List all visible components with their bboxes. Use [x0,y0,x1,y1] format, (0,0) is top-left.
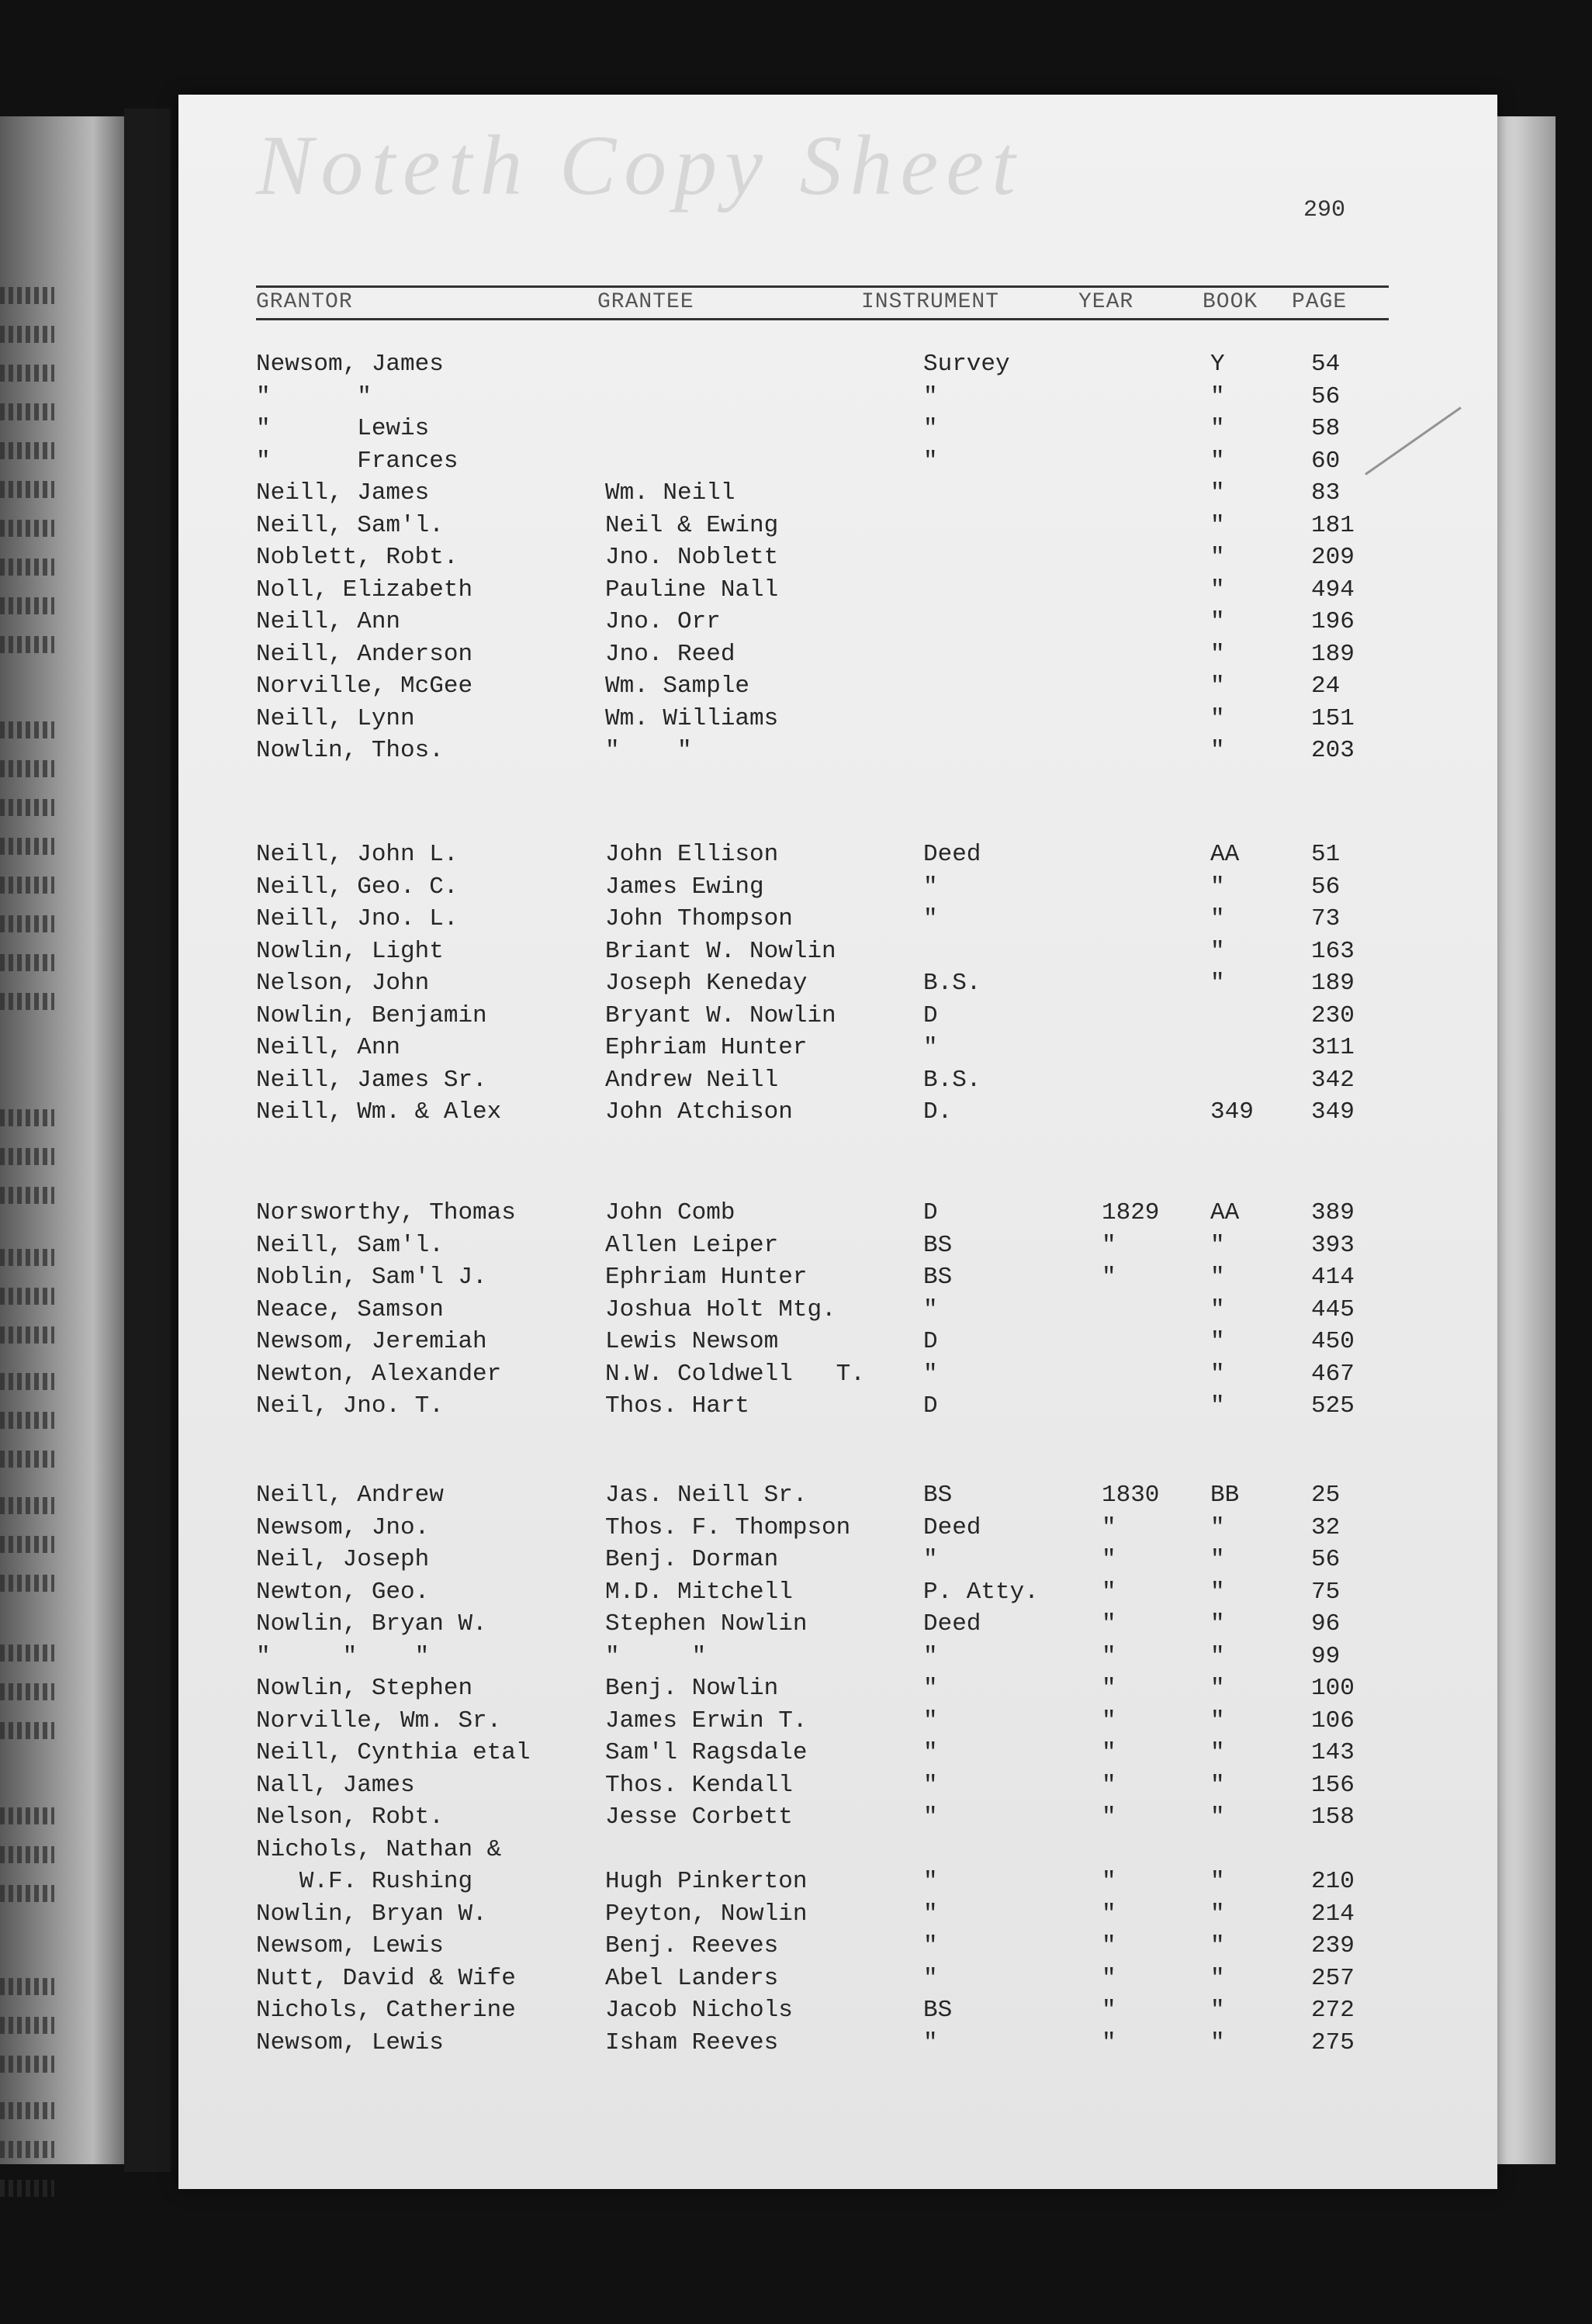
row-44-year: " [1102,1964,1116,1992]
row-43-year: " [1102,1932,1116,1959]
row-2-book: " [1210,415,1225,442]
row-20-grantee: Andrew Neill [605,1066,779,1094]
row-45-grantor: Nichols, Catherine [256,1997,516,2024]
row-21-grantee: John Atchison [605,1098,793,1126]
row-22-grantor: Norsworthy, Thomas [256,1199,516,1226]
row-21-book: 349 [1210,1098,1254,1126]
row-33-instrument: Deed [923,1610,981,1638]
row-42-year: " [1102,1900,1116,1928]
row-36-grantee: James Erwin T. [605,1707,808,1734]
row-20-grantor: Neill, James Sr. [256,1066,487,1094]
row-26-book: " [1210,1328,1225,1355]
row-30-grantor: Newsom, Jno. [256,1513,430,1541]
row-33-grantee: Stephen Nowlin [605,1610,808,1638]
adjacent-page-text-fragment [0,915,54,932]
row-27-page: 467 [1311,1360,1355,1388]
row-22-book: AA [1210,1199,1240,1226]
row-42-book: " [1210,1900,1225,1928]
row-5-grantee: Neil & Ewing [605,511,779,539]
row-39-grantee: Jesse Corbett [605,1804,793,1831]
row-45-book: " [1210,1997,1225,2024]
row-34-year: " [1102,1642,1116,1670]
row-37-instrument: " [923,1739,938,1766]
adjacent-page-text-fragment [0,1536,54,1553]
row-35-book: " [1210,1675,1225,1702]
row-46-grantor: Newsom, Lewis [256,2028,444,2056]
adjacent-page-text-fragment [0,520,54,537]
header-rule-top [256,285,1389,288]
row-4-page: 83 [1311,479,1341,507]
row-22-instrument: D [923,1199,938,1226]
row-31-page: 56 [1311,1546,1341,1573]
row-12-book: " [1210,737,1225,764]
row-31-grantee: Benj. Dorman [605,1546,779,1573]
row-43-grantee: Benj. Reeves [605,1932,779,1959]
row-2-page: 58 [1311,415,1341,442]
adjacent-page-text-fragment [0,2056,54,2073]
row-24-year: " [1102,1264,1116,1291]
row-1-page: 56 [1311,382,1341,410]
row-6-grantor: Noblett, Robt. [256,544,459,571]
adjacent-page-text-fragment [0,365,54,382]
adjacent-page-text-fragment [0,877,54,894]
row-22-page: 389 [1311,1199,1355,1226]
row-3-instrument: " [923,447,938,475]
row-23-year: " [1102,1231,1116,1259]
row-40-grantor: Nichols, Nathan & [256,1835,502,1863]
row-32-page: 75 [1311,1578,1341,1606]
adjacent-page-text-fragment [0,287,54,304]
row-12-grantor: Nowlin, Thos. [256,737,444,764]
row-24-page: 414 [1311,1264,1355,1291]
row-43-instrument: " [923,1932,938,1959]
row-44-book: " [1210,1964,1225,1992]
row-37-book: " [1210,1739,1225,1766]
row-0-grantor: Newsom, James [256,351,444,378]
row-3-grantor: " Frances [256,447,459,475]
adjacent-page-text-fragment [0,1326,54,1344]
row-24-grantee: Ephriam Hunter [605,1264,808,1291]
adjacent-page-text-fragment [0,1978,54,1995]
row-4-book: " [1210,479,1225,507]
row-6-page: 209 [1311,544,1355,571]
row-26-page: 450 [1311,1328,1355,1355]
row-41-page: 210 [1311,1868,1355,1895]
row-26-grantee: Lewis Newsom [605,1328,779,1355]
row-6-grantee: Jno. Noblett [605,544,779,571]
row-23-book: " [1210,1231,1225,1259]
row-39-book: " [1210,1804,1225,1831]
row-16-book: " [1210,937,1225,965]
adjacent-page-text-fragment [0,1807,54,1824]
row-29-grantee: Jas. Neill Sr. [605,1482,808,1509]
header-instrument: INSTRUMENT [861,290,1000,314]
row-2-instrument: " [923,415,938,442]
row-41-grantor: W.F. Rushing [256,1868,473,1895]
row-28-book: " [1210,1392,1225,1420]
row-30-page: 32 [1311,1513,1341,1541]
adjacent-page-text-fragment [0,1644,54,1662]
row-36-instrument: " [923,1707,938,1734]
row-41-year: " [1102,1868,1116,1895]
row-11-grantor: Neill, Lynn [256,704,415,732]
row-39-page: 158 [1311,1804,1355,1831]
row-7-grantee: Pauline Nall [605,576,779,603]
adjacent-page-text-fragment [0,597,54,614]
row-25-grantor: Neace, Samson [256,1295,444,1323]
row-25-book: " [1210,1295,1225,1323]
row-18-grantor: Nowlin, Benjamin [256,1001,487,1029]
row-19-grantee: Ephriam Hunter [605,1034,808,1061]
row-43-grantor: Newsom, Lewis [256,1932,444,1959]
row-38-year: " [1102,1771,1116,1799]
row-12-page: 203 [1311,737,1355,764]
row-16-grantee: Briant W. Nowlin [605,937,836,965]
row-16-grantor: Nowlin, Light [256,937,444,965]
adjacent-page-text-fragment [0,1575,54,1592]
row-23-instrument: BS [923,1231,953,1259]
row-36-page: 106 [1311,1707,1355,1734]
row-45-grantee: Jacob Nichols [605,1997,793,2024]
row-35-instrument: " [923,1675,938,1702]
row-42-page: 214 [1311,1900,1355,1928]
row-32-grantor: Newton, Geo. [256,1578,430,1606]
row-17-instrument: B.S. [923,970,981,997]
row-42-instrument: " [923,1900,938,1928]
row-37-year: " [1102,1739,1116,1766]
adjacent-page-text-fragment [0,1148,54,1165]
row-39-year: " [1102,1804,1116,1831]
row-44-grantee: Abel Landers [605,1964,779,1992]
adjacent-page-text-fragment [0,403,54,420]
row-33-page: 96 [1311,1610,1341,1638]
adjacent-page [0,116,124,2164]
adjacent-page-text-fragment [0,760,54,777]
row-46-year: " [1102,2028,1116,2056]
row-36-year: " [1102,1707,1116,1734]
header-page: PAGE [1292,290,1348,314]
adjacent-page-text-fragment [0,838,54,855]
row-41-book: " [1210,1868,1225,1895]
row-17-grantor: Nelson, John [256,970,430,997]
row-27-grantee: N.W. Coldwell T. [605,1360,865,1388]
row-18-page: 230 [1311,1001,1355,1029]
adjacent-page-text-fragment [0,481,54,498]
adjacent-page-text-fragment [0,1683,54,1700]
row-31-book: " [1210,1546,1225,1573]
adjacent-page-text-fragment [0,1249,54,1266]
adjacent-page-text-fragment [0,1722,54,1739]
row-13-book: AA [1210,841,1240,868]
row-39-instrument: " [923,1804,938,1831]
row-10-page: 24 [1311,673,1341,700]
row-14-instrument: " [923,873,938,901]
row-32-grantee: M.D. Mitchell [605,1578,793,1606]
row-17-grantee: Joseph Keneday [605,970,808,997]
row-0-page: 54 [1311,351,1341,378]
row-37-grantor: Neill, Cynthia etal [256,1739,531,1766]
row-26-instrument: D [923,1328,938,1355]
row-35-grantor: Nowlin, Stephen [256,1675,473,1702]
row-34-grantor: " " " [256,1642,430,1670]
row-5-grantor: Neill, Sam'l. [256,511,444,539]
adjacent-page-text-fragment [0,954,54,971]
row-20-page: 342 [1311,1066,1355,1094]
adjacent-page-text-fragment [0,1885,54,1902]
row-37-page: 143 [1311,1739,1355,1766]
row-17-book: " [1210,970,1225,997]
row-3-page: 60 [1311,447,1341,475]
row-31-instrument: " [923,1546,938,1573]
row-45-year: " [1102,1997,1116,2024]
adjacent-page-text-fragment [0,721,54,738]
row-14-grantee: James Ewing [605,873,764,901]
row-39-grantor: Nelson, Robt. [256,1804,444,1831]
row-21-instrument: D. [923,1098,953,1126]
header-grantee: GRANTEE [597,290,694,314]
row-28-grantee: Thos. Hart [605,1392,750,1420]
adjacent-page-text-fragment [0,442,54,459]
row-30-instrument: Deed [923,1513,981,1541]
row-43-page: 239 [1311,1932,1355,1959]
row-41-grantee: Hugh Pinkerton [605,1868,808,1895]
row-10-grantee: Wm. Sample [605,673,750,700]
row-4-grantee: Wm. Neill [605,479,735,507]
row-38-grantee: Thos. Kendall [605,1771,793,1799]
row-10-grantor: Norville, McGee [256,673,473,700]
row-35-grantee: Benj. Nowlin [605,1675,779,1702]
adjacent-page-text-fragment [0,1109,54,1126]
row-28-instrument: D [923,1392,938,1420]
row-19-grantor: Neill, Ann [256,1034,401,1061]
row-0-book: Y [1210,351,1225,378]
row-14-book: " [1210,873,1225,901]
row-8-book: " [1210,608,1225,635]
page-number: 290 [1303,197,1346,223]
row-23-grantee: Allen Leiper [605,1231,779,1259]
adjacent-page-text-fragment [0,1497,54,1514]
row-46-page: 275 [1311,2028,1355,2056]
row-6-book: " [1210,544,1225,571]
row-27-grantor: Newton, Alexander [256,1360,502,1388]
row-34-book: " [1210,1642,1225,1670]
row-33-book: " [1210,1610,1225,1638]
row-3-book: " [1210,447,1225,475]
row-29-grantor: Neill, Andrew [256,1482,444,1509]
row-1-grantor: " " [256,382,372,410]
adjacent-page-text-fragment [0,1288,54,1305]
row-15-book: " [1210,905,1225,932]
row-9-grantee: Jno. Reed [605,640,735,668]
row-25-instrument: " [923,1295,938,1323]
header-book: BOOK [1203,290,1258,314]
row-11-page: 151 [1311,704,1355,732]
row-24-grantor: Noblin, Sam'l J. [256,1264,487,1291]
row-16-page: 163 [1311,937,1355,965]
row-18-grantee: Bryant W. Nowlin [605,1001,836,1029]
row-29-book: BB [1210,1482,1240,1509]
adjacent-page-text-fragment [0,993,54,1010]
row-8-grantor: Neill, Ann [256,608,401,635]
header-year: YEAR [1078,290,1134,314]
row-46-instrument: " [923,2028,938,2056]
row-11-grantee: Wm. Williams [605,704,779,732]
row-25-page: 445 [1311,1295,1355,1323]
row-22-grantee: John Comb [605,1199,735,1226]
row-30-grantee: Thos. F. Thompson [605,1513,851,1541]
row-35-page: 100 [1311,1675,1355,1702]
row-5-book: " [1210,511,1225,539]
row-9-book: " [1210,640,1225,668]
row-38-page: 156 [1311,1771,1355,1799]
row-31-grantor: Neil, Joseph [256,1546,430,1573]
adjacent-page-text-fragment [0,2180,54,2197]
row-9-page: 189 [1311,640,1355,668]
row-7-page: 494 [1311,576,1355,603]
row-45-page: 272 [1311,1997,1355,2024]
row-36-grantor: Norville, Wm. Sr. [256,1707,502,1734]
row-10-book: " [1210,673,1225,700]
row-29-year: 1830 [1102,1482,1160,1509]
row-29-instrument: BS [923,1482,953,1509]
row-18-instrument: D [923,1001,938,1029]
row-43-book: " [1210,1932,1225,1959]
row-13-grantor: Neill, John L. [256,841,459,868]
row-15-grantee: John Thompson [605,905,793,932]
row-15-page: 73 [1311,905,1341,932]
row-42-grantee: Peyton, Nowlin [605,1900,808,1928]
adjacent-page-text-fragment [0,1412,54,1429]
row-30-book: " [1210,1513,1225,1541]
row-17-page: 189 [1311,970,1355,997]
adjacent-page-text-fragment [0,1451,54,1468]
adjacent-page-text-fragment [0,1187,54,1204]
row-19-page: 311 [1311,1034,1355,1061]
row-30-year: " [1102,1513,1116,1541]
row-13-grantee: John Ellison [605,841,779,868]
adjacent-page-text-fragment [0,636,54,653]
row-36-book: " [1210,1707,1225,1734]
row-46-grantee: Isham Reeves [605,2028,779,2056]
adjacent-page-text-fragment [0,1373,54,1390]
row-9-grantor: Neill, Anderson [256,640,473,668]
row-23-page: 393 [1311,1231,1355,1259]
row-27-instrument: " [923,1360,938,1388]
row-34-instrument: " [923,1642,938,1670]
row-45-instrument: BS [923,1997,953,2024]
row-23-grantor: Neill, Sam'l. [256,1231,444,1259]
row-26-grantor: Newsom, Jeremiah [256,1328,487,1355]
row-19-instrument: " [923,1034,938,1061]
row-14-page: 56 [1311,873,1341,901]
adjacent-page-text-fragment [0,2102,54,2119]
row-1-book: " [1210,382,1225,410]
row-24-book: " [1210,1264,1225,1291]
row-8-grantee: Jno. Orr [605,608,721,635]
row-41-instrument: " [923,1868,938,1895]
row-34-page: 99 [1311,1642,1341,1670]
row-42-grantor: Nowlin, Bryan W. [256,1900,487,1928]
row-29-page: 25 [1311,1482,1341,1509]
row-46-book: " [1210,2028,1225,2056]
row-28-grantor: Neil, Jno. T. [256,1392,444,1420]
row-0-instrument: Survey [923,351,1010,378]
row-28-page: 525 [1311,1392,1355,1420]
row-35-year: " [1102,1675,1116,1702]
row-4-grantor: Neill, James [256,479,430,507]
row-11-book: " [1210,704,1225,732]
adjacent-page-text-fragment [0,326,54,343]
row-15-grantor: Neill, Jno. L. [256,905,459,932]
row-12-grantee: " " [605,737,692,764]
row-14-grantor: Neill, Geo. C. [256,873,459,901]
row-24-instrument: BS [923,1264,953,1291]
adjacent-page-text-fragment [0,1846,54,1863]
row-7-book: " [1210,576,1225,603]
row-44-grantor: Nutt, David & Wife [256,1964,516,1992]
row-38-book: " [1210,1771,1225,1799]
row-32-book: " [1210,1578,1225,1606]
row-13-page: 51 [1311,841,1341,868]
row-22-year: 1829 [1102,1199,1160,1226]
row-20-instrument: B.S. [923,1066,981,1094]
row-38-grantor: Nall, James [256,1771,415,1799]
row-1-instrument: " [923,382,938,410]
row-44-instrument: " [923,1964,938,1992]
row-13-instrument: Deed [923,841,981,868]
row-15-instrument: " [923,905,938,932]
row-32-instrument: P. Atty. [923,1578,1039,1606]
row-21-grantor: Neill, Wm. & Alex [256,1098,502,1126]
row-2-grantor: " Lewis [256,415,430,442]
header-grantor: GRANTOR [256,290,353,314]
row-37-grantee: Sam'l Ragsdale [605,1739,808,1766]
header-rule-bottom [256,318,1389,320]
row-44-page: 257 [1311,1964,1355,1992]
adjacent-page-text-fragment [0,799,54,816]
adjacent-page-text-fragment [0,2141,54,2158]
row-33-grantor: Nowlin, Bryan W. [256,1610,487,1638]
adjacent-page-text-fragment [0,559,54,576]
adjacent-page-text-fragment [0,2017,54,2034]
row-31-year: " [1102,1546,1116,1573]
row-8-page: 196 [1311,608,1355,635]
row-5-page: 181 [1311,511,1355,539]
row-21-page: 349 [1311,1098,1355,1126]
row-38-instrument: " [923,1771,938,1799]
row-32-year: " [1102,1578,1116,1606]
bleed-through-text: Noteth Copy Sheet [256,118,1023,213]
page-gutter [124,109,171,2172]
row-34-grantee: " " [605,1642,707,1670]
row-27-book: " [1210,1360,1225,1388]
row-7-grantor: Noll, Elizabeth [256,576,473,603]
row-25-grantee: Joshua Holt Mtg. [605,1295,836,1323]
row-33-year: " [1102,1610,1116,1638]
